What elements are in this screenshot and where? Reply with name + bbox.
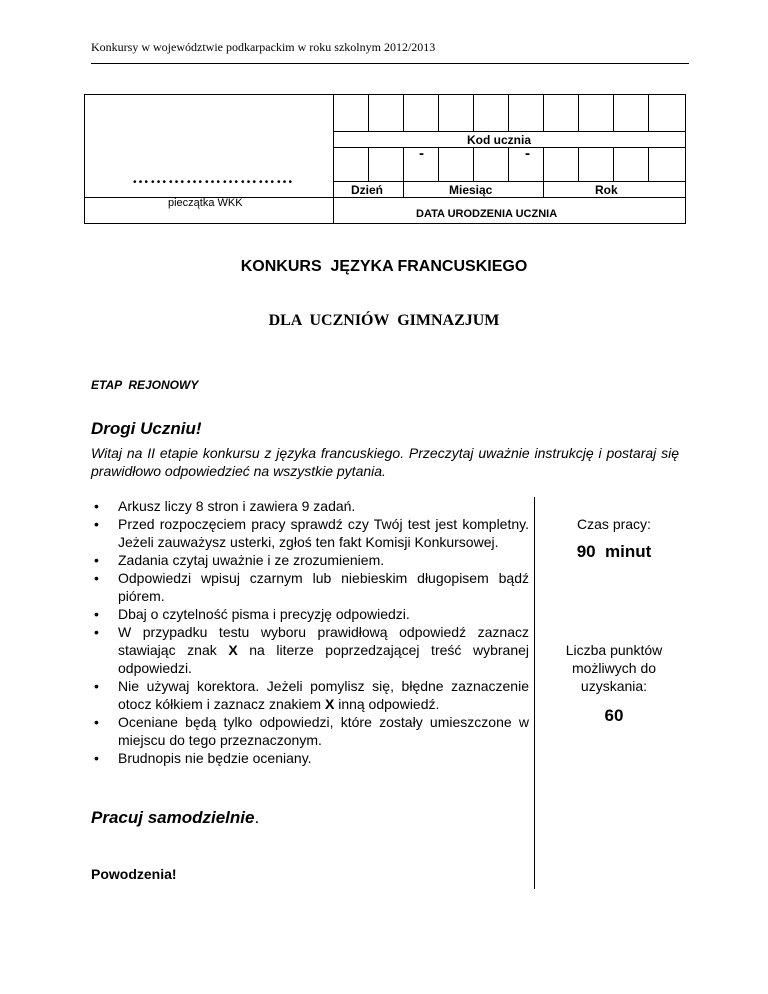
rule-text: Przed rozpoczęciem pracy sprawdź czy Twój test jest kompletny. Jeżeli zauważysz usterki, zgłoś ten fakt Komisji Konkursowej. <box>118 516 529 550</box>
grid-line <box>333 181 685 182</box>
cell-line <box>508 95 509 131</box>
rule-text: Arkusz liczy 8 stron i zawiera 9 zadań. <box>118 498 356 514</box>
rule-text: Odpowiedzi wpisuj czarnym lub niebieskim długopisem bądź piórem. <box>118 570 529 604</box>
cell-line <box>473 147 474 181</box>
header-rule <box>91 63 689 64</box>
cell-line <box>578 95 579 131</box>
rule-text: na literze poprzedzającej treść wybranej odpowiedzi. <box>118 642 529 676</box>
rules-list <box>91 497 529 767</box>
stamp-label: pieczątka WKK <box>168 197 243 209</box>
cell-line <box>543 147 544 197</box>
rule-text: W przypadku testu wyboru prawidłową odpowiedź zaznacz stawiając znak <box>118 624 529 658</box>
work-alone-note <box>91 808 259 828</box>
grid-line <box>333 197 685 198</box>
month-label: Miesiąc <box>449 183 493 197</box>
page-subtitle: DLA UCZNIÓW GIMNAZJUM <box>268 312 500 329</box>
form-divider <box>333 95 334 223</box>
list-item <box>91 551 529 569</box>
rule-mark: X <box>228 642 238 658</box>
year-label: Rok <box>595 183 618 197</box>
cell-line <box>473 95 474 131</box>
kod-ucznia-label: Kod ucznia <box>467 133 532 147</box>
cell-line <box>648 147 649 181</box>
grid-line <box>333 147 685 148</box>
good-luck: Powodzenia! <box>91 866 177 882</box>
cell-line <box>648 95 649 131</box>
cell-line <box>613 147 614 181</box>
list-item <box>91 497 529 515</box>
cell-line <box>508 147 509 181</box>
cell-line <box>368 147 369 181</box>
cell-line <box>368 95 369 131</box>
rule-text: Brudnopis nie będzie oceniany. <box>118 750 312 766</box>
cell-line <box>403 95 404 131</box>
date-dash: - <box>525 145 530 162</box>
date-dash: - <box>419 145 424 162</box>
cell-line <box>543 95 544 131</box>
cell-line <box>438 147 439 181</box>
cell-line <box>613 95 614 131</box>
list-item <box>91 749 529 767</box>
grid-line <box>333 131 685 132</box>
cell-line <box>438 95 439 131</box>
points-label: Liczba punktów możliwych do uzyskania: <box>565 642 663 694</box>
list-item <box>91 623 529 677</box>
work-alone-text: Pracuj samodzielnie <box>91 808 255 827</box>
intro-text: Witaj na II etapie konkursu z języka francuskiego. Przeczytaj uważnie instrukcję i postaraj się prawidłowo odpowiedzieć na wszystkie pytania. <box>91 445 679 479</box>
time-value: 90 minut <box>576 542 652 561</box>
day-label: Dzień <box>351 183 384 197</box>
list-item <box>91 569 529 605</box>
work-alone-dot: . <box>254 808 260 827</box>
list-item <box>91 605 529 623</box>
birth-date-label: DATA URODZENIA UCZNIA <box>416 208 558 220</box>
cell-line <box>578 147 579 181</box>
greeting: Drogi Uczniu! <box>91 419 202 438</box>
points-value: 60 <box>604 706 624 725</box>
page-title: KONKURS JĘZYKA FRANCUSKIEGO <box>240 258 528 275</box>
rule-text: Zadania czytaj uważnie i ze zrozumieniem. <box>118 552 385 568</box>
rule-text: Dbaj o czytelność pisma i precyzję odpowiedzi. <box>118 606 410 622</box>
list-item <box>91 713 529 749</box>
list-item <box>91 515 529 551</box>
rule-text: inną odpowiedź. <box>334 696 440 712</box>
stage-label: ETAP REJONOWY <box>91 378 199 392</box>
rule-text: Nie używaj korektora. Jeżeli pomylisz się, błędne zaznaczenie otocz kółkiem i zaznacz znakiem <box>118 678 529 712</box>
stamp-dots: ……………………… <box>132 168 294 187</box>
rule-mark: X <box>324 696 335 712</box>
cell-line <box>403 147 404 197</box>
time-label: Czas pracy: <box>577 516 651 532</box>
column-divider <box>534 497 535 889</box>
rule-text: Oceniane będą tylko odpowiedzi, które zostały umieszczone w miejscu do tego przeznaczonym. <box>118 714 529 748</box>
list-item <box>91 677 529 713</box>
page-header: Konkursy w województwie podkarpackim w roku szkolnym 2012/2013 <box>91 40 436 54</box>
